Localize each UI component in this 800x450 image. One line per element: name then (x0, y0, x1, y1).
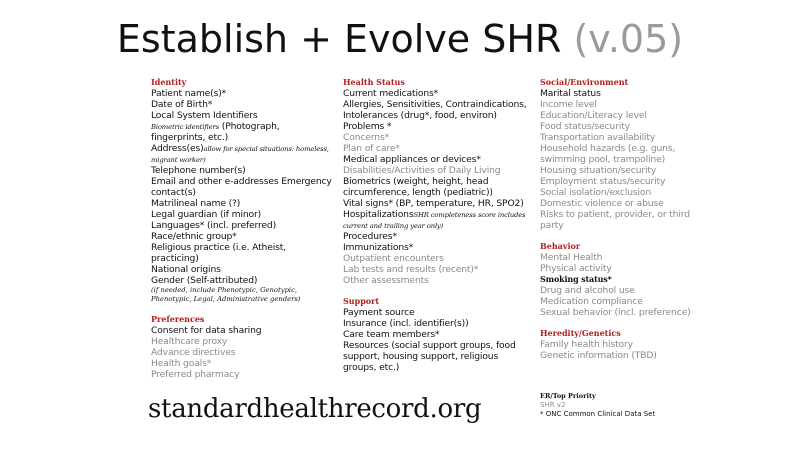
item-goals: Health goals* (151, 358, 212, 369)
item-smoking: Smoking status* (540, 274, 612, 284)
section-heading-preferences: Preferences (151, 314, 205, 324)
item-biometric-ids (151, 121, 333, 143)
section-heading-heredity: Heredity/Genetics (540, 328, 621, 338)
item-religion: Religious practice (i.e. Atheist, practicing) (151, 242, 286, 264)
item-pharmacy: Preferred pharmacy (151, 369, 240, 380)
title-version: (v.05) (573, 17, 684, 61)
item-labs: Lab tests and results (recent)* (343, 264, 479, 275)
section-heading-social: Social/Environment (540, 77, 629, 87)
item-education: Education/Literacy level (540, 110, 647, 121)
item-race: Race/ethnic group* (151, 231, 237, 242)
column-social (540, 77, 712, 361)
item-risks: Risks to patient, provider, or third party (540, 209, 690, 231)
item-resources: Resources (social support groups, food support, housing support, religious groups, etc.) (343, 340, 516, 373)
item-medications: Current medications* (343, 88, 439, 99)
item-patient-name: Patient name(s)* (151, 88, 227, 99)
gender-note: (if needed, include Phenotypic, Genotypic, Phenotypic, Legal, Administrative genders) (151, 286, 301, 303)
item-plan: Plan of care* (343, 143, 400, 154)
page-title (0, 16, 800, 62)
address-label: Address(es) (151, 143, 204, 154)
item-directives: Advance directives (151, 347, 236, 358)
item-vitals: Vital signs* (BP, temperature, HR, SPO2) (343, 198, 524, 209)
hosp-label: Hospitalizations (343, 209, 414, 220)
legend-shr-v2: SHR v2 (540, 401, 566, 409)
item-payment: Payment source (343, 307, 415, 318)
item-dob: Date of Birth* (151, 99, 213, 110)
item-disabilities: Disabilities/Activities of Daily Living (343, 165, 501, 176)
section-heading-health-status: Health Status (343, 77, 405, 87)
item-immunizations: Immunizations* (343, 242, 414, 253)
item-isolation: Social isolation/exclusion (540, 187, 652, 198)
item-outpatient: Outpatient encounters (343, 253, 444, 264)
legend (540, 392, 655, 419)
item-sexual: Sexual behavior (incl. preference) (540, 307, 691, 318)
column-health-status (343, 77, 531, 373)
section-heading-identity: Identity (151, 77, 187, 87)
item-employment: Employment status/security (540, 176, 666, 187)
item-food: Food status/security (540, 121, 630, 132)
biometric-note: Biometric identifiers (151, 123, 219, 131)
item-transport: Transportation availability (540, 132, 656, 143)
item-email: Email and other e-addresses Emergency contact(s) (151, 176, 332, 198)
item-concerns: Concerns* (343, 132, 390, 143)
item-telephone: Telephone number(s) (151, 165, 246, 176)
item-origins: National origins (151, 264, 221, 275)
spacer (151, 304, 333, 314)
item-consent: Consent for data sharing (151, 325, 262, 336)
item-address (151, 143, 333, 165)
item-care-team: Care team members* (343, 329, 440, 340)
item-hazards: Household hazards (e.g. guns, swimming pool, trampoline) (540, 143, 676, 165)
item-physical-activity: Physical activity (540, 263, 612, 274)
hosp-note: SHR completeness score includes current and trailing year only) (343, 211, 526, 230)
item-insurance: Insurance (incl. identifier(s)) (343, 318, 469, 329)
item-languages: Languages* (incl. preferred) (151, 220, 277, 231)
item-gender: Gender (Self-attributed) (151, 275, 258, 286)
item-other-assessments: Other assessments (343, 275, 429, 286)
item-violence: Domestic violence or abuse (540, 198, 664, 209)
spacer (343, 286, 531, 296)
legend-onc: * ONC Common Clinical Data Set (540, 410, 656, 418)
legend-priority: ER/Top Priority (540, 392, 596, 400)
item-proxy: Healthcare proxy (151, 336, 228, 347)
spacer (540, 231, 712, 241)
spacer (540, 318, 712, 328)
section-heading-behavior: Behavior (540, 241, 581, 251)
item-local-ids: Local System Identifiers (151, 110, 258, 121)
item-drugs: Drug and alcohol use (540, 285, 635, 296)
title-main: Establish + Evolve SHR (116, 17, 562, 61)
item-family-history: Family health history (540, 339, 633, 350)
item-problems: Problems * (343, 121, 392, 132)
section-heading-support: Support (343, 296, 380, 306)
item-matrilineal: Matrilineal name (?) (151, 198, 241, 209)
item-hospitalizations (343, 209, 531, 231)
item-genetic: Genetic information (TBD) (540, 350, 657, 361)
column-identity (151, 77, 333, 380)
item-marital: Marital status (540, 88, 601, 99)
item-allergies: Allergies, Sensitivities, Contraindications, Intolerances (drug*, food, environ) (343, 99, 527, 121)
item-compliance: Medication compliance (540, 296, 643, 307)
item-mental-health: Mental Health (540, 252, 603, 263)
item-biometrics: Biometrics (weight, height, head circumference, length (pediatric)) (343, 176, 493, 198)
footer-url: standardhealthrecord.org (148, 394, 482, 424)
address-note: allow for special situations: homeless, migrant worker) (151, 145, 329, 164)
item-guardian: Legal guardian (if minor) (151, 209, 262, 220)
item-procedures: Procedures* (343, 231, 397, 242)
biometric-text: (Photograph, fingerprints, etc.) (151, 121, 280, 143)
item-income: Income level (540, 99, 597, 110)
item-housing: Housing situation/security (540, 165, 657, 176)
item-appliances: Medical appliances or devices* (343, 154, 481, 165)
